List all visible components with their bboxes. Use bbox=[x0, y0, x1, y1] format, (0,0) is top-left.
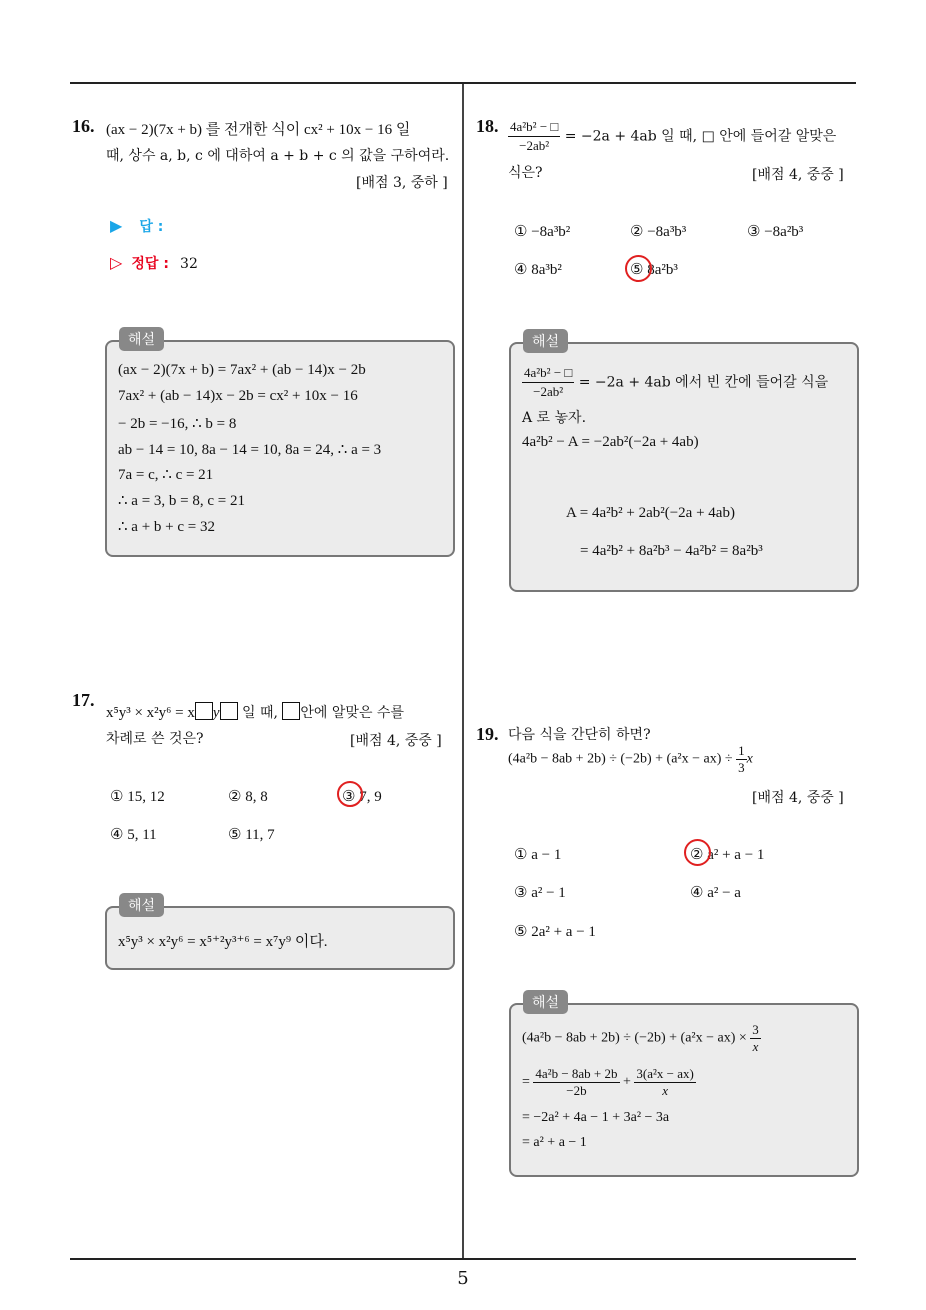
q19-sol-line2-frac2-denominator: x bbox=[662, 1083, 669, 1098]
q19-sol-line2-fraction1 bbox=[533, 1066, 619, 1099]
blank-box bbox=[220, 702, 238, 720]
q18-score: [배점 4, 중중 ] bbox=[752, 167, 844, 183]
q18-solution-line5: = 4a²b² + 8a²b³ − 4a²b² = 8a²b³ bbox=[580, 543, 763, 559]
q19-sol-line2-eq: = bbox=[522, 1074, 530, 1090]
q17-choice-4[interactable]: ④ 5, 11 bbox=[110, 827, 157, 843]
q18-choice-2[interactable]: ② −8a³b³ bbox=[630, 224, 687, 240]
q16-correct-label: 정답 : bbox=[131, 256, 169, 272]
q19-solution-line4: = a² + a − 1 bbox=[522, 1135, 587, 1150]
q17-expr: x⁵y³ × x²y⁶ = x bbox=[106, 705, 195, 721]
q18-fraction bbox=[508, 118, 560, 155]
q17-solution-line: x⁵y³ × x²y⁶ = x⁵⁺²y³⁺⁶ = x⁷y⁹ 이다. bbox=[118, 934, 328, 950]
q16-score: [배점 3, 중하 ] bbox=[356, 175, 448, 191]
q16-correct-value: 32 bbox=[180, 256, 198, 272]
column-divider bbox=[462, 84, 464, 1260]
selected-answer-circle bbox=[684, 839, 711, 866]
q19-sol-line1-a: (4a²b − 8ab + 2b) ÷ (−2b) + (a²x − ax) × bbox=[522, 1030, 747, 1046]
q17-choice-3[interactable]: ③ 7, 9 bbox=[342, 789, 382, 805]
q18-frac-denominator: −2ab² bbox=[519, 138, 550, 153]
q18-text-rest: = −2a + 4ab 일 때, □ 안에 들어갈 알맞은 bbox=[564, 128, 837, 145]
q19-score: [배점 4, 중중 ] bbox=[752, 790, 844, 806]
q18-solution-line3: 4a²b² − A = −2ab²(−2a + 4ab) bbox=[522, 434, 699, 450]
q17-expr-y: y bbox=[212, 705, 220, 721]
q18-solution-tag: 해설 bbox=[523, 329, 568, 353]
q19-expr-frac-denominator: 3 bbox=[738, 760, 745, 775]
selected-answer-circle bbox=[625, 255, 652, 282]
page-number: 5 bbox=[457, 1268, 469, 1289]
q19-sol-line1-frac-denominator: x bbox=[752, 1039, 759, 1054]
q18-sol-text-rest: = −2a + 4ab 에서 빈 칸에 들어갈 식을 bbox=[578, 374, 829, 391]
q19-choice-3[interactable]: ③ a² − 1 bbox=[514, 885, 566, 901]
q19-choice-2[interactable]: ② a² + a − 1 bbox=[690, 847, 765, 863]
q18-sol-frac-denominator: −2ab² bbox=[533, 384, 564, 399]
q19-number: 19. bbox=[476, 724, 499, 744]
q18-number: 18. bbox=[476, 116, 499, 136]
q17-text-line2: 차례로 쓴 것은? bbox=[106, 731, 204, 747]
q16-text-line2: 때, 상수 a, b, c 에 대하여 a + b + c 의 값을 구하여라. bbox=[106, 148, 450, 164]
blank-box bbox=[282, 702, 300, 720]
q18-solution-line2: A 로 놓자. bbox=[522, 410, 587, 426]
selected-answer-circle bbox=[337, 781, 363, 807]
q19-choice-5[interactable]: ⑤ 2a² + a − 1 bbox=[514, 924, 596, 940]
play-arrow-icon: ▶ bbox=[110, 216, 123, 235]
q19-sol-line2-frac2-numerator: 3(a²x − ax) bbox=[636, 1066, 694, 1081]
q19-sol-line2-plus: + bbox=[623, 1074, 631, 1090]
q18-text-line1 bbox=[508, 118, 836, 155]
hollow-arrow-icon: ▷ bbox=[110, 253, 123, 272]
q18-solution-line1 bbox=[522, 364, 828, 401]
q19-expr-b: x bbox=[746, 751, 753, 767]
q19-solution-line1 bbox=[522, 1022, 761, 1055]
q19-sol-line1-frac-numerator: 3 bbox=[752, 1022, 759, 1037]
q17-choice-1[interactable]: ① 15, 12 bbox=[110, 789, 165, 805]
q19-expr-a: (4a²b − 8ab + 2b) ÷ (−2b) + (a²x − ax) ÷ bbox=[508, 751, 733, 767]
q18-frac-numerator: 4a²b² − □ bbox=[508, 118, 560, 137]
q17-choice-2[interactable]: ② 8, 8 bbox=[228, 789, 268, 805]
q16-solution-line: ∴ a + b + c = 32 bbox=[118, 519, 215, 535]
q19-choice-1[interactable]: ① a − 1 bbox=[514, 847, 562, 863]
q18-sol-fraction bbox=[522, 364, 574, 401]
q18-sol-frac-numerator: 4a²b² − □ bbox=[522, 364, 574, 383]
q17-text-line1 bbox=[106, 700, 404, 726]
q17-text-end: 안에 알맞은 수를 bbox=[300, 705, 404, 721]
q19-expression bbox=[508, 743, 753, 776]
q19-solution-line2 bbox=[522, 1066, 696, 1099]
q19-text-line1: 다음 식을 간단히 하면? bbox=[508, 727, 651, 743]
q16-text-line1: (ax − 2)(7x + b) 를 전개한 식이 cx² + 10x − 16 일 bbox=[106, 122, 411, 138]
q18-choice-3[interactable]: ③ −8a²b³ bbox=[747, 224, 804, 240]
q18-choice-4[interactable]: ④ 8a³b² bbox=[514, 262, 562, 278]
q18-choice-5[interactable]: ⑤ 8a²b³ bbox=[630, 262, 678, 278]
q17-text-mid: 일 때, bbox=[237, 705, 283, 721]
q17-choice-5[interactable]: ⑤ 11, 7 bbox=[228, 827, 275, 843]
q17-score: [배점 4, 중중 ] bbox=[350, 733, 442, 749]
q16-solution-line: − 2b = −16, ∴ b = 8 bbox=[118, 416, 237, 432]
q16-solution-line: 7a = c, ∴ c = 21 bbox=[118, 467, 214, 483]
q16-solution-line: (ax − 2)(7x + b) = 7ax² + (ab − 14)x − 2b bbox=[118, 362, 366, 378]
q16-number: 16. bbox=[72, 116, 95, 136]
q16-solution-line: ∴ a = 3, b = 8, c = 21 bbox=[118, 493, 245, 509]
q19-expr-fraction bbox=[736, 743, 747, 776]
bottom-rule bbox=[70, 1258, 856, 1260]
q19-solution-tag: 해설 bbox=[523, 990, 568, 1014]
q17-number: 17. bbox=[72, 690, 95, 710]
q18-solution-line4: A = 4a²b² + 2ab²(−2a + 4ab) bbox=[566, 505, 735, 521]
q16-answer-label: 답 : bbox=[139, 219, 164, 235]
blank-box bbox=[195, 702, 213, 720]
q16-correct-row bbox=[110, 253, 198, 273]
q19-choice-4[interactable]: ④ a² − a bbox=[690, 885, 741, 901]
q19-expr-frac-numerator: 1 bbox=[738, 743, 745, 758]
q19-sol-line2-frac1-denominator: −2b bbox=[566, 1083, 587, 1098]
q16-answer-row[interactable] bbox=[110, 216, 163, 236]
q19-sol-line2-frac1-numerator: 4a²b − 8ab + 2b bbox=[535, 1066, 618, 1081]
q19-sol-line2-fraction2 bbox=[634, 1066, 695, 1099]
q18-text-line2: 식은? bbox=[508, 165, 543, 181]
q16-solution-tag: 해설 bbox=[119, 327, 164, 351]
q16-solution-line: 7ax² + (ab − 14)x − 2b = cx² + 10x − 16 bbox=[118, 388, 358, 404]
q19-sol-line1-fraction bbox=[750, 1022, 761, 1055]
q17-solution-tag: 해설 bbox=[119, 893, 164, 917]
q16-solution-line: ab − 14 = 10, 8a − 14 = 10, 8a = 24, ∴ a = 3 bbox=[118, 442, 382, 458]
q18-choice-1[interactable]: ① −8a³b² bbox=[514, 224, 571, 240]
q19-solution-line3: = −2a² + 4a − 1 + 3a² − 3a bbox=[522, 1110, 670, 1125]
